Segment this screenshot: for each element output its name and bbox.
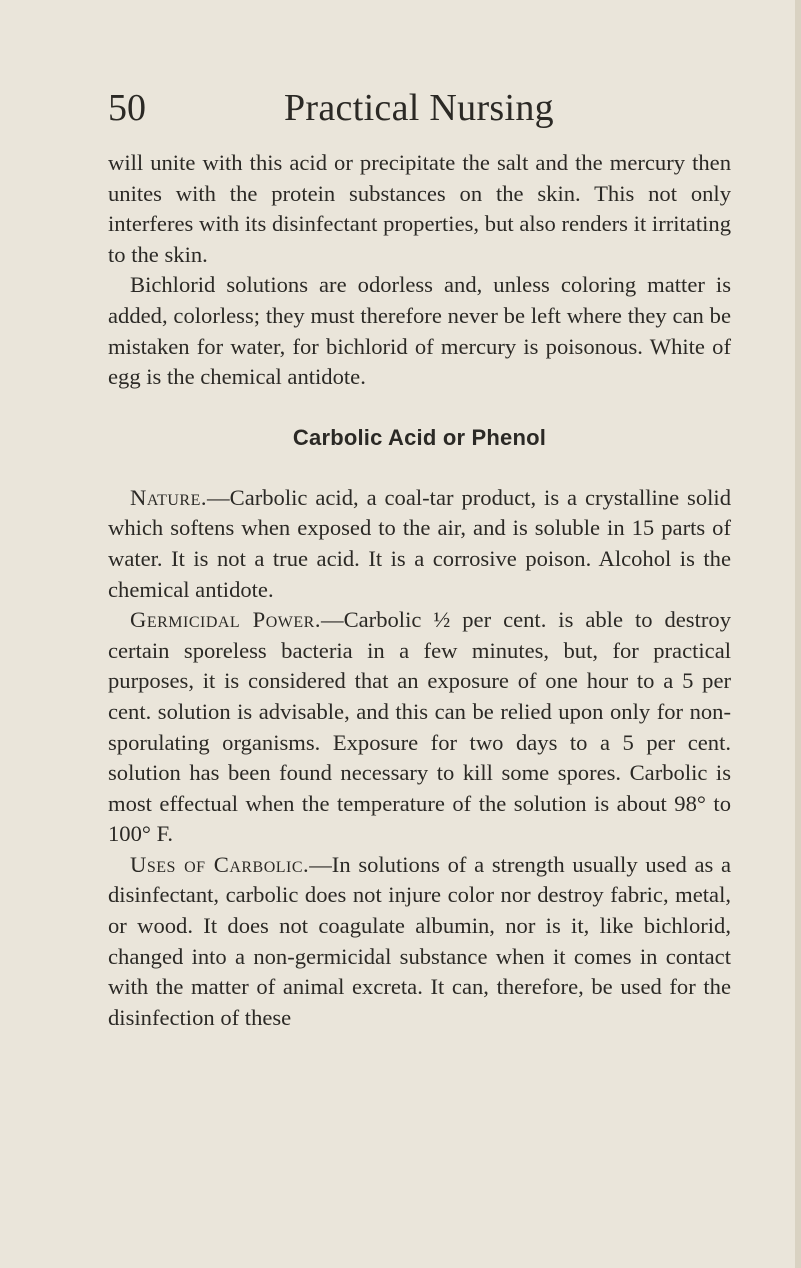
germicidal-label: Germicidal Power. (130, 607, 321, 633)
germicidal-text: —Carbolic ½ per cent. is able to destroy certain sporeless bacteria in a few minutes, but, for practical purposes, it is considered that an exposure of one hour to a 5 per cent. solution is advisable, and this can be relied upon only for non-sporulating organisms. Exposure for two days to a 5 per cent. solution has been found necessary to kill some spores. Carbolic is most effectual when the temperature of the solution is about 98° to 100° F. (108, 607, 731, 847)
uses-label: Uses of Carbolic. (130, 851, 310, 877)
page-number: 50 (108, 87, 146, 129)
paragraph-uses-of-carbolic (108, 850, 731, 1034)
nature-label: Nature. (130, 484, 208, 510)
running-title: Practical Nursing (284, 87, 554, 129)
paragraph-germicidal-power (108, 605, 731, 850)
body-text (108, 148, 731, 1033)
page-edge (795, 0, 801, 1268)
paragraph-nature (108, 483, 731, 605)
uses-text: —In solutions of a strength usually used as a disinfectant, carbolic does not injure color nor destroy fabric, metal, or wood. It does not coagulate albumin, nor is it, like bichlorid, changed into a non-germicidal substance when it comes in contact with the matter of animal excreta. It can, therefore, be used for the disinfection of these (108, 851, 732, 1030)
running-head (108, 82, 731, 132)
section-heading: Carbolic Acid or Phenol (292, 424, 547, 450)
nature-text: —Carbolic acid, a coal-tar product, is a crystalline solid which softens when exposed to the air, and is soluble in 15 parts of water. It is not a true acid. It is a corrosive poison. Alcohol is the chemical antidote. (108, 484, 731, 602)
paragraph-bichlorid-solutions: Bichlorid solutions are odorless and, unless coloring matter is added, colorless; they must therefore never be left where they can be mistaken for water, for bichlorid of mercury is poisonous. White of egg is the chemical antidote. (108, 272, 731, 390)
paragraph-mercury-protein: will unite with this acid or precipitate the salt and the mercury then unites with the protein substances on the skin. This not only interferes with its disinfectant properties, but also renders it irritating to the skin. (108, 150, 731, 267)
